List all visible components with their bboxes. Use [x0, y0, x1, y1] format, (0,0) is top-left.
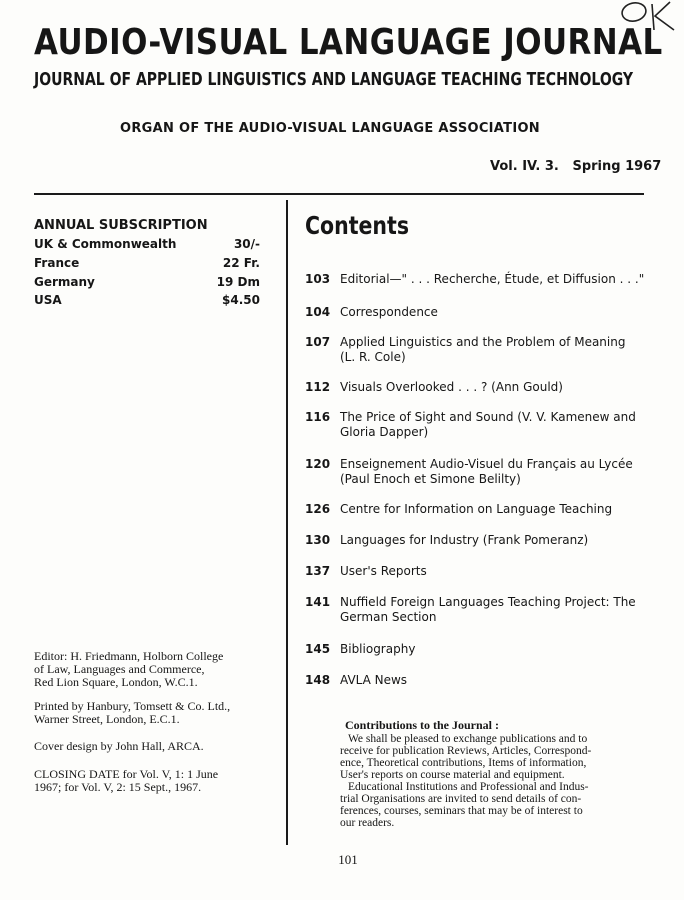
- note-line: Editor: H. Friedmann, Holborn College: [34, 649, 224, 663]
- toc-title-line: Nuffield Foreign Languages Teaching Project: The: [340, 595, 636, 609]
- toc-page: 126: [305, 502, 331, 516]
- toc-title-line: The Price of Sight and Sound (V. V. Kamenew and: [340, 410, 636, 424]
- toc-title: [340, 272, 658, 287]
- toc-title: [340, 595, 658, 625]
- subscription-region: USA: [34, 293, 62, 307]
- cover-note: [34, 740, 274, 753]
- toc-title: [340, 564, 658, 579]
- toc-title-line: Correspondence: [340, 305, 438, 319]
- toc-title-line: (L. R. Cole): [340, 350, 406, 364]
- note-line: of Law, Languages and Commerce,: [34, 662, 205, 676]
- subscription-row: [34, 256, 260, 274]
- journal-subtitle: JOURNAL OF APPLIED LINGUISTICS AND LANGUAGE TEACHING TECHNOLOGY: [34, 70, 634, 90]
- toc-title: [340, 533, 658, 548]
- page-number: 101: [338, 852, 358, 867]
- note-line: Warner Street, London, E.C.1.: [34, 712, 180, 726]
- toc-title: [340, 457, 658, 487]
- subscription-row: [34, 293, 260, 311]
- toc-page: 103: [305, 272, 331, 286]
- toc-title-line: Visuals Overlooked . . . ? (Ann Gould): [340, 380, 563, 394]
- volume-line: [490, 159, 662, 174]
- subscription-price: $4.50: [222, 293, 260, 307]
- note-line: CLOSING DATE for Vol. V, 1: 1 June: [34, 767, 219, 781]
- subscription-region: Germany: [34, 275, 95, 289]
- header-divider: [34, 193, 644, 195]
- subscription-price: 30/-: [233, 237, 260, 251]
- toc-page: 137: [305, 564, 331, 578]
- subscription-price: 19 Dm: [216, 275, 260, 289]
- toc-page: 112: [305, 380, 331, 394]
- closing-date-note: [34, 768, 274, 794]
- toc-page: 130: [305, 533, 331, 547]
- toc-title: [340, 335, 658, 365]
- contributions-line: User's reports on course material and equipment.: [340, 769, 565, 781]
- note-line: 1967; for Vol. V, 2: 15 Sept., 1967.: [34, 780, 202, 794]
- volume-number: Vol. IV. 3.: [490, 159, 559, 174]
- toc-page: 141: [305, 595, 331, 609]
- contributions-line: our readers.: [340, 817, 395, 829]
- journal-title: AUDIO-VISUAL LANGUAGE JOURNAL: [34, 22, 663, 63]
- note-line: Cover design by John Hall, ARCA.: [34, 739, 204, 753]
- handwritten-ok-mark: [618, 0, 680, 40]
- toc-title-line: (Paul Enoch et Simone Belilty): [340, 472, 521, 486]
- note-line: Red Lion Square, London, W.C.1.: [34, 675, 198, 689]
- toc-title: [340, 673, 658, 688]
- subscription-row: [34, 275, 260, 293]
- toc-title: [340, 642, 658, 657]
- toc-page: 104: [305, 305, 331, 319]
- contributions-line: ferences, courses, seminars that may be of interest to: [340, 805, 583, 817]
- toc-title: [340, 502, 658, 517]
- toc-title-line: Bibliography: [340, 642, 416, 656]
- toc-title: [340, 305, 658, 320]
- contributions-heading: Contributions to the Journal :: [345, 718, 500, 732]
- toc-page: 107: [305, 335, 331, 349]
- note-line: Printed by Hanbury, Tomsett & Co. Ltd.,: [34, 699, 231, 713]
- toc-title-line: Enseignement Audio-Visuel du Français au Lycée: [340, 457, 633, 471]
- toc-page: 145: [305, 642, 331, 656]
- toc-title-line: User's Reports: [340, 564, 427, 578]
- subscription-row: [34, 237, 260, 255]
- contributions-line: Educational Institutions and Professional and Indus-: [348, 781, 589, 793]
- toc-page: 120: [305, 457, 331, 471]
- toc-title-line: AVLA News: [340, 673, 408, 687]
- column-divider: [286, 200, 288, 845]
- toc-title: [340, 410, 658, 440]
- toc-title-line: German Section: [340, 610, 437, 624]
- subscription-region: UK & Commonwealth: [34, 237, 177, 251]
- issue-season: Spring 1967: [572, 159, 662, 174]
- toc-title-line: Gloria Dapper): [340, 425, 429, 439]
- contributions-line: ence, Theoretical contributions, Items of information,: [340, 757, 587, 769]
- toc-title-line: Languages for Industry (Frank Pomeranz): [340, 533, 589, 547]
- contents-heading: Contents: [305, 211, 410, 240]
- contributions-line: trial Organisations are invited to send details of con-: [340, 793, 582, 805]
- toc-page: 148: [305, 673, 331, 687]
- toc-page: 116: [305, 410, 331, 424]
- toc-title-line: Editorial—" . . . Recherche, Étude, et Diffusion . . .": [340, 272, 645, 286]
- editor-note: [34, 650, 274, 689]
- printer-note: [34, 700, 274, 726]
- toc-title: [340, 380, 658, 395]
- organ-line: ORGAN OF THE AUDIO-VISUAL LANGUAGE ASSOCIATION: [120, 121, 540, 136]
- contributions-line: We shall be pleased to exchange publications and to: [348, 733, 588, 745]
- contributions-line: receive for publication Reviews, Articles, Correspond-: [340, 745, 592, 757]
- subscription-region: France: [34, 256, 80, 270]
- toc-title-line: Applied Linguistics and the Problem of Meaning: [340, 335, 626, 349]
- toc-title-line: Centre for Information on Language Teaching: [340, 502, 613, 516]
- contributions-text: [340, 733, 656, 829]
- subscription-price: 22 Fr.: [222, 256, 260, 270]
- subscription-title: ANNUAL SUBSCRIPTION: [34, 218, 208, 233]
